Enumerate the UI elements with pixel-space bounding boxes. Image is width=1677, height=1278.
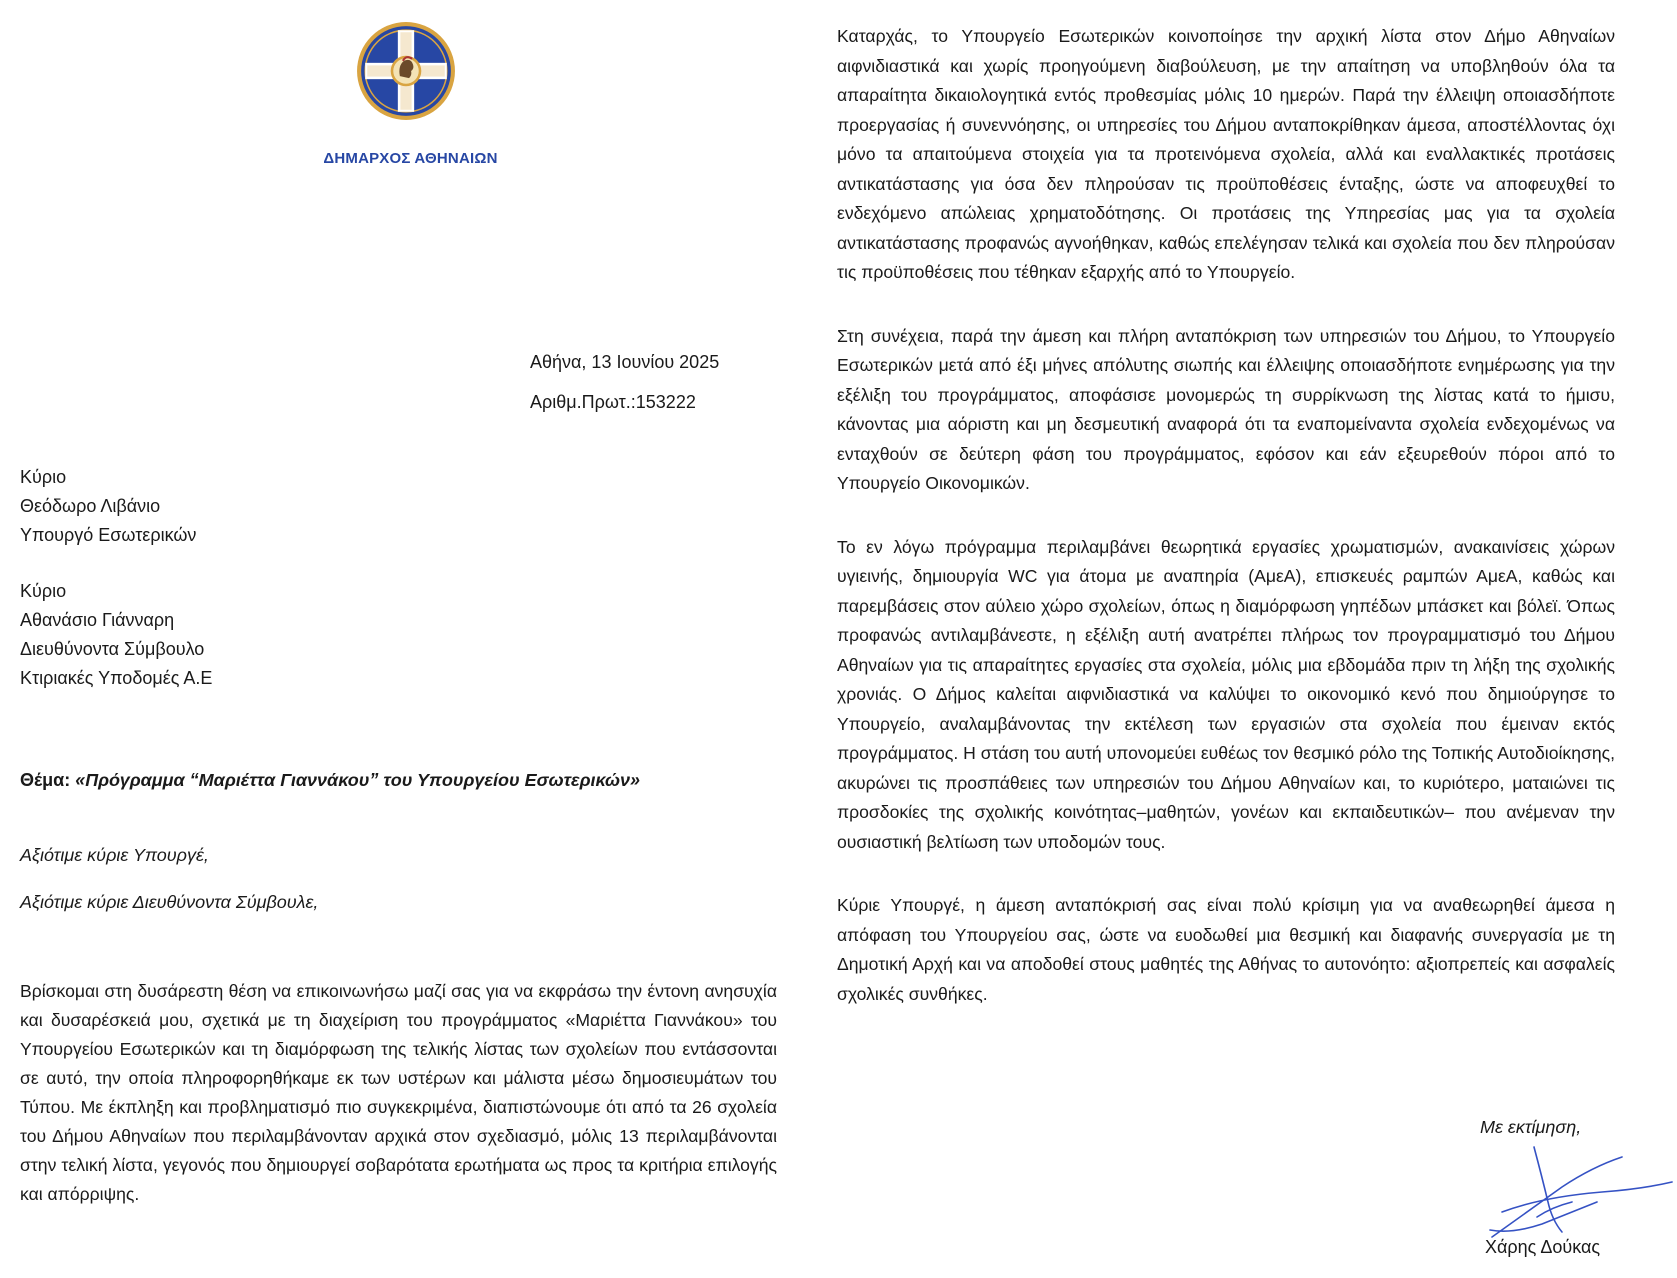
body-paragraph: Καταρχάς, το Υπουργείο Εσωτερικών κοινοποίησε την αρχική λίστα στον Δήμο Αθηναίων αιφνιδιαστικά και χωρίς προηγούμενη διαβούλευση, με την απαίτηση να υποβληθούν όλα τα απαραίτητα δικαιολογητικά εντός προθεσμίας μόλις 10 ημερών. Παρά την έλλειψη οποιασδήποτε προεργασίας ή συνεννόησης, οι υπηρεσίες του Δήμου ανταποκρίθηκαν άμεσα, αποστέλλοντας όχι μόνο τα απαιτούμενα στοιχεία για τα προτεινόμενα σχολεία, αλλά και εναλλακτικές προτάσεις αντικατάστασης για όσα δεν πληρούσαν τις προϋποθέσεις ένταξης, ώστε να αποφευχθεί το ενδεχόμενο απώλειας χρηματοδότησης. Οι προτάσεις της Υπηρεσίας μας για τα σχολεία αντικατάστασης προφανώς αγνοήθηκαν, καθώς επελέγησαν τελικά και σχολεία που δεν πληρούσαν τις προϋποθέσεις που τέθηκαν εξαρχής από το Υπουργείο. xyxy=(837,26,1615,282)
recipient-line: Αθανάσιο Γιάνναρη xyxy=(20,610,175,630)
subject-line xyxy=(20,770,640,791)
office-title: ΔΗΜΑΡΧΟΣ ΑΘΗΝΑΙΩΝ xyxy=(323,150,498,167)
recipient-line: Θεόδωρο Λιβάνιο xyxy=(20,496,161,516)
recipient-minister xyxy=(20,463,196,550)
closing-phrase: Με εκτίμηση, xyxy=(1480,1117,1582,1137)
body-paragraph-intro: Βρίσκομαι στη δυσάρεστη θέση να επικοινωνήσω μαζί σας για να εκφράσω την έντονη ανησυχία και δυσαρέσκειά μου, σχετικά με τη διαχείριση του προγράμματος «Μαριέττα Γιαννάκου» του Υπουργείου Εσωτερικών και τη διαμόρφωση της τελικής λίστας των σχολείων που εντάσσονται σε αυτό, την οποία πληροφορηθήκαμε εκ των υστέρων και μάλιστα μέσω δημοσιευμάτων του Τύπου. Με έκπληξη και προβληματισμό πιο συγκεκριμένα, διαπιστώνουμε ότι από τα 26 σχολεία του Δήμου Αθηναίων που περιλαμβάνονταν αρχικά στον σχεδιασμό, μόλις 13 περιλαμβάνονται στην τελική λίστα, γεγονός που δημιουργεί σοβαρότατα ερωτήματα ως προς τα κριτήρια επιλογής και απόρριψης. xyxy=(20,981,777,1204)
recipient-line: Διευθύνοντα Σύμβουλο xyxy=(20,639,205,659)
subject-text: «Πρόγραμμα “Μαριέττα Γιαννάκου” του Υπουργείου Εσωτερικών» xyxy=(75,770,641,790)
recipient-line: Κύριο xyxy=(20,467,67,487)
body-paragraph: Στη συνέχεια, παρά την άμεση και πλήρη ανταπόκριση των υπηρεσιών του Δήμου, το Υπουργείο Εσωτερικών μετά από έξι μήνες απόλυτης σιωπής και έλλειψης οποιασδήποτε ενημέρωσης για την εξέλιξη του προγράμματος, αποφάσισε μονομερώς τη συρρίκνωση της λίστας κατά το ήμισυ, κάνοντας μια αόριστη και μη δεσμευτική αναφορά ότι τα εναπομείναντα σχολεία ενδεχομένως να ενταχθούν σε δεύτερη φάση του προγράμματος, εφόσον και εάν εξευρεθούν πόροι από το Υπουργείο Οικονομικών. xyxy=(837,325,1615,493)
signer-name: Χάρης Δούκας xyxy=(1485,1237,1601,1257)
recipient-line: Υπουργό Εσωτερικών xyxy=(20,525,197,545)
body-right-column xyxy=(837,22,1615,1043)
athens-emblem-icon xyxy=(355,20,457,122)
recipient-ceo xyxy=(20,577,212,693)
salutation-ceo: Αξιότιμε κύριε Διευθύνοντα Σύμβουλε, xyxy=(20,892,319,912)
signature-icon xyxy=(1482,1142,1677,1242)
letter-date: Αθήνα, 13 Ιουνίου 2025 xyxy=(530,352,720,372)
protocol-number: Αριθμ.Πρωτ.:153222 xyxy=(530,392,696,412)
body-paragraph: Κύριε Υπουργέ, η άμεση ανταπόκρισή σας είναι πολύ κρίσιμη για να αναθεωρηθεί άμεσα η απόφαση του Υπουργείου σας, ώστε να ευοδωθεί μια θεσμική και διαφανής συνεργασία με τη Δημοτική Αρχή και να αποδοθεί στους μαθητές της Αθήνας το αυτονόητο: αξιοπρεπείς και ασφαλείς σχολικές συνθήκες. xyxy=(837,895,1615,1004)
salutation-minister: Αξιότιμε κύριε Υπουργέ, xyxy=(20,845,209,865)
subject-label: Θέμα: xyxy=(20,770,71,790)
body-paragraph: Το εν λόγω πρόγραμμα περιλαμβάνει θεωρητικά εργασίες χρωματισμών, ανακαινίσεις χώρων υγιεινής, δημιουργία WC για άτομα με αναπηρία (ΑμεΑ), επισκευές ραμπών ΑμεΑ, καθώς και παρεμβάσεις στον αύλειο χώρο σχολείων, όπως η διαμόρφωση γηπέδων μπάσκετ και βόλεϊ. Όπως προφανώς αντιλαμβάνεστε, η εξέλιξη αυτή ανατρέπει πλήρως τον προγραμματισμό του Δήμου Αθηναίων για τις απαραίτητες εργασίες στα σχολεία, μόλις μια εβδομάδα πριν τη λήξη της σχολικής χρονιάς. Ο Δήμος καλείται αιφνιδιαστικά να καλύψει το οικονομικό κενό που δημιούργησε το Υπουργείο, αναλαμβάνοντας την εκτέλεση των εργασιών στα σχολεία που έμειναν εκτός προγράμματος. Η στάση του αυτή υπονομεύει ευθέως τον θεσμικό ρόλο της Τοπικής Αυτοδιοίκησης, ακυρώνει τις προσπάθειες των υπηρεσιών του Δήμου Αθηναίων και, το κυριότερο, ματαιώνει τις προσδοκίες της σχολικής κοινότητας–μαθητών, γονέων και εκπαιδευτικών– που ανέμεναν την ουσιαστική βελτίωση των υποδομών τους. xyxy=(837,536,1615,852)
recipient-line: Κύριο xyxy=(20,581,67,601)
recipient-line: Κτιριακές Υποδομές Α.Ε xyxy=(20,668,213,688)
